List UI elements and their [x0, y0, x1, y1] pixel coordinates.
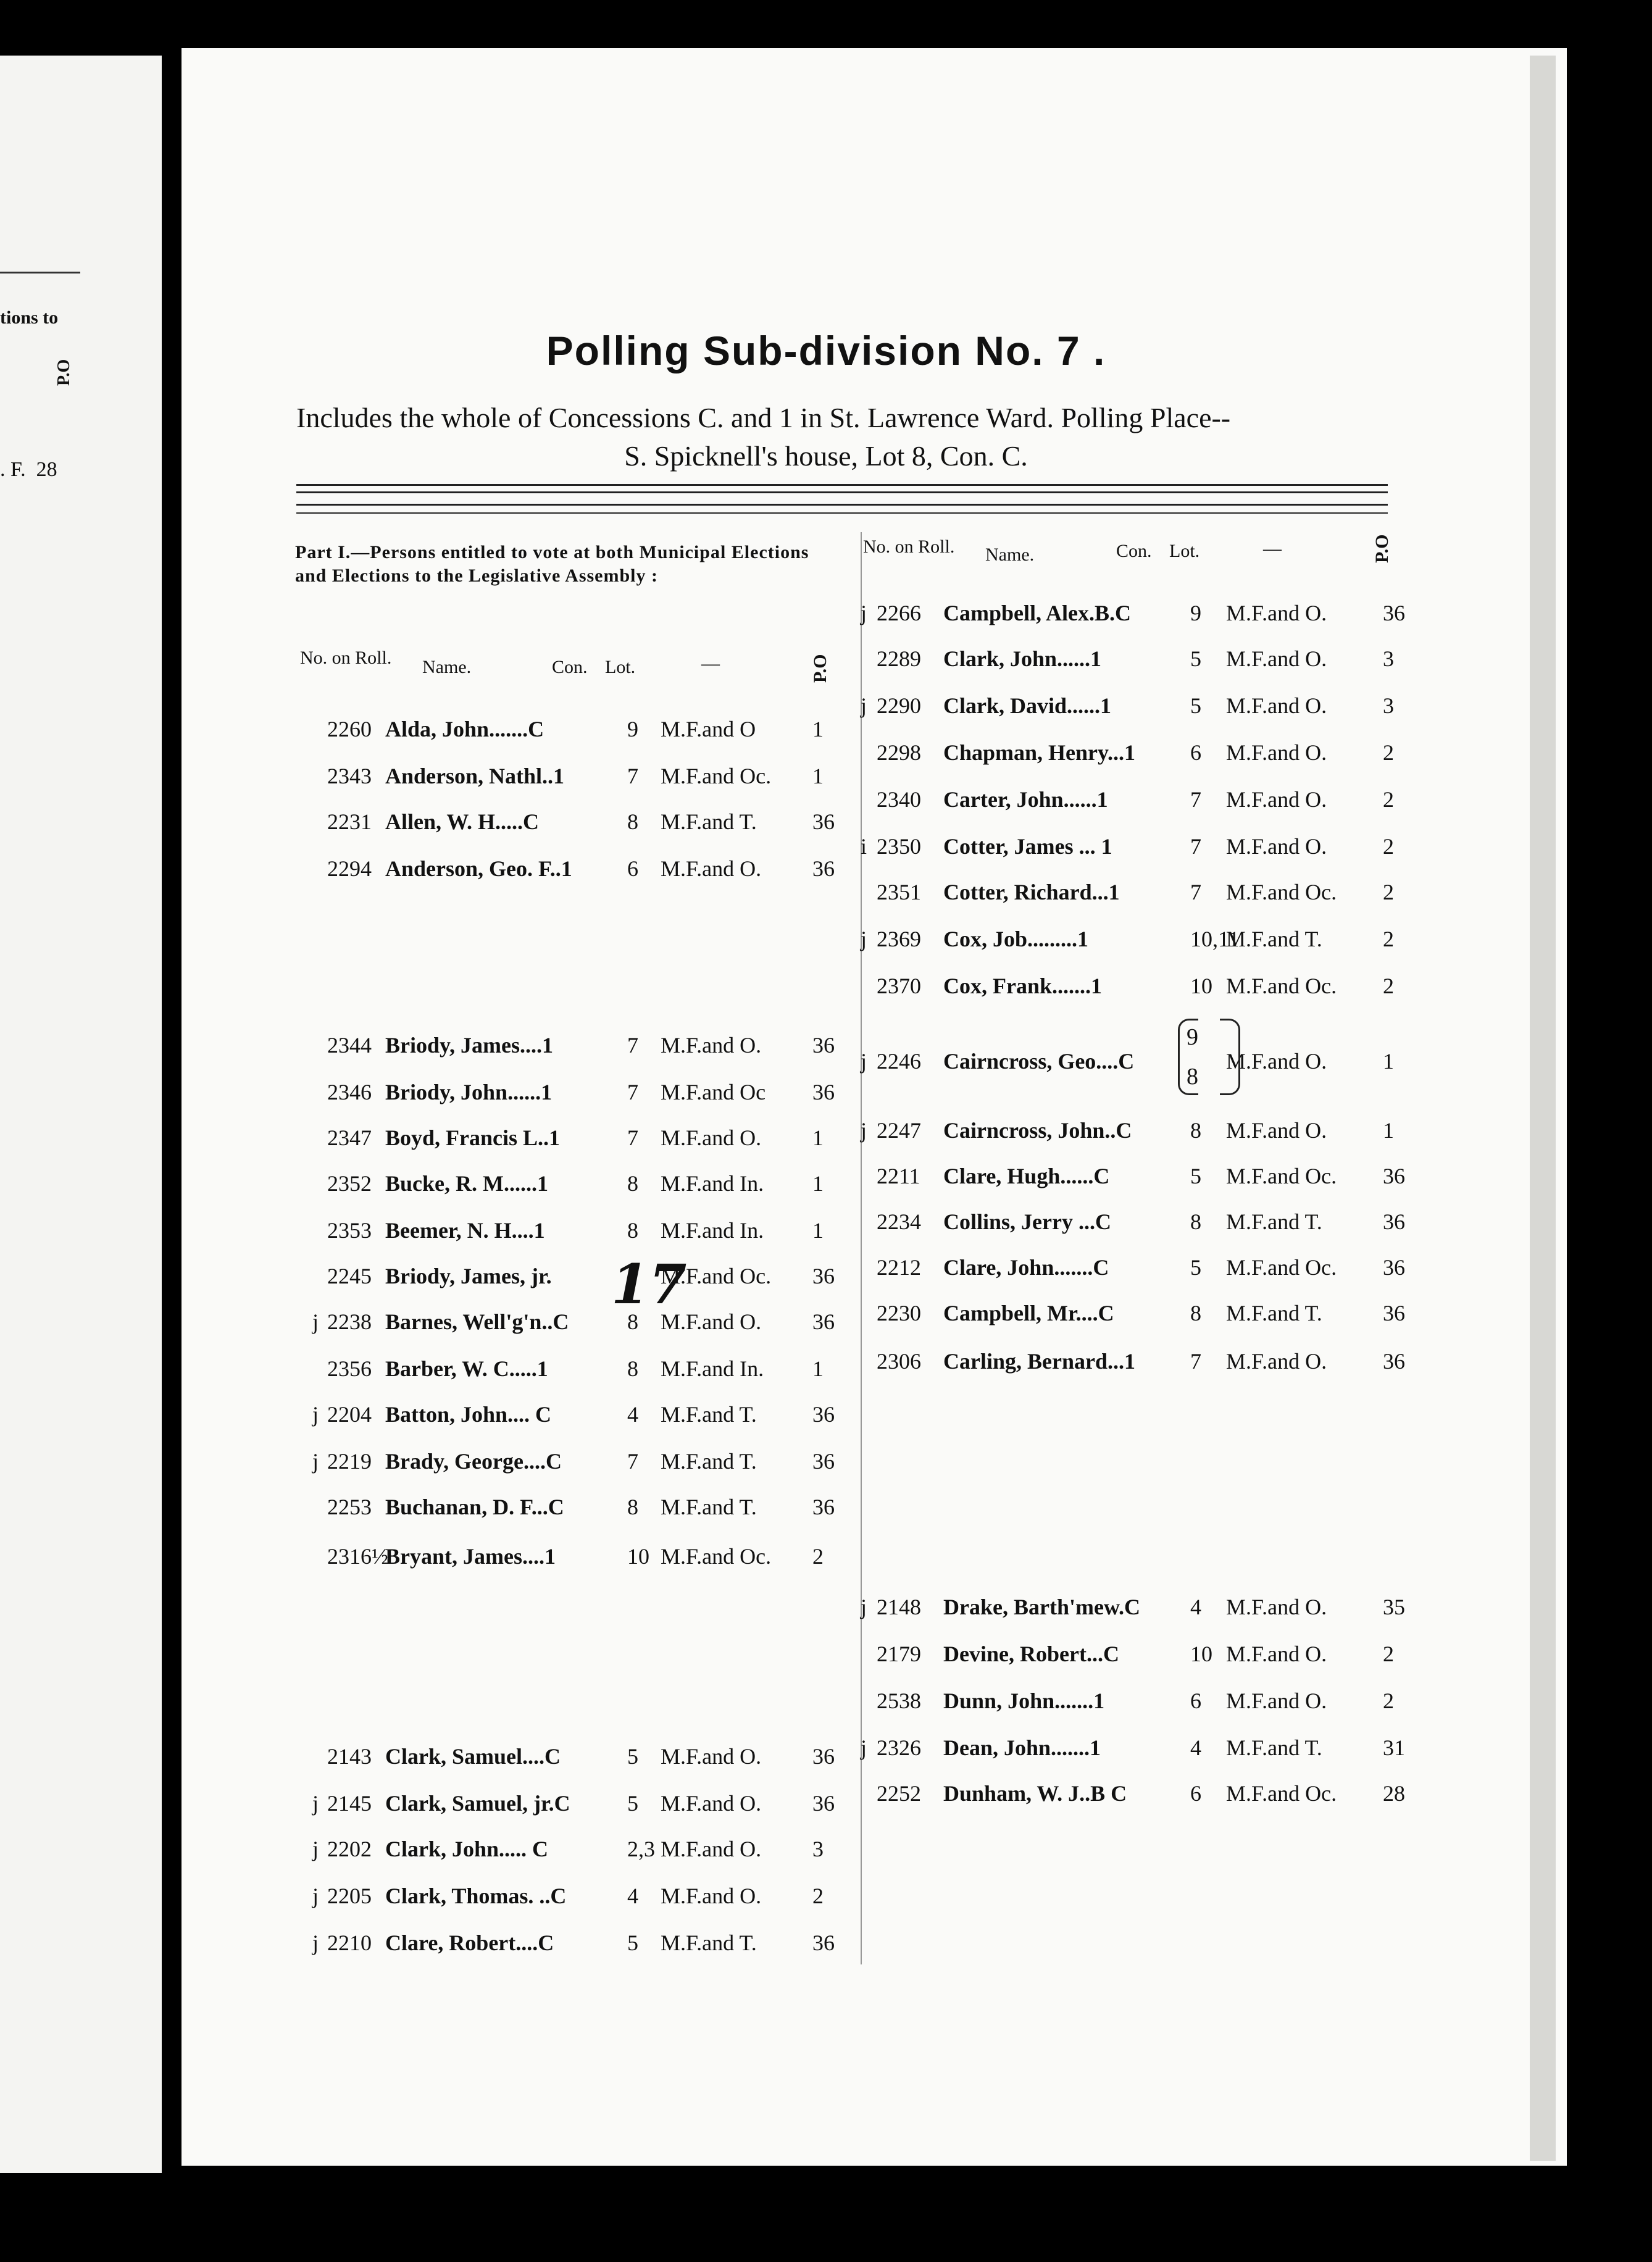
lot-number: 7: [627, 1033, 638, 1058]
lot-number: 9: [627, 717, 638, 741]
qualification: M.F.and O.: [1226, 787, 1327, 812]
roll-mark: j: [861, 927, 867, 951]
lot-number: 5: [1190, 646, 1201, 671]
roll-mark: j: [312, 1309, 319, 1334]
voter-name: Cairncross, Geo....C: [943, 1049, 1135, 1074]
lot-number: 8: [627, 1309, 638, 1334]
roll-number: 2347: [327, 1125, 372, 1150]
qualification: M.F.and T.: [661, 809, 757, 834]
post-office-number: 2: [1383, 740, 1394, 765]
post-office-number: 1: [812, 1356, 824, 1381]
qualification: M.F.and Oc.: [1226, 880, 1337, 904]
voter-name: Clark, David......1: [943, 693, 1112, 718]
post-office-number: 36: [812, 1449, 835, 1474]
roll-number: 2253: [327, 1495, 372, 1519]
voter-name: Boyd, Francis L..1: [385, 1125, 561, 1150]
lot-number: 5: [1190, 693, 1201, 718]
roll-number: 2369: [877, 927, 921, 951]
post-office-number: 3: [1383, 693, 1394, 718]
voter-name: Campbell, Alex.B.C: [943, 601, 1132, 625]
roll-mark: j: [312, 1449, 319, 1474]
voter-name: Carter, John......1: [943, 787, 1108, 812]
post-office-number: 36: [812, 1744, 835, 1769]
post-office-number: 36: [812, 1033, 835, 1058]
roll-mark: j: [312, 1402, 319, 1427]
post-office-number: 1: [812, 1218, 824, 1243]
voter-name: Clare, John.......C: [943, 1255, 1109, 1280]
roll-number: 2350: [877, 834, 921, 859]
roll-mark: j: [312, 1791, 319, 1816]
voter-name: Dunham, W. J..B C: [943, 1781, 1127, 1806]
post-office-number: 36: [812, 1309, 835, 1334]
voter-name: Cox, Frank.......1: [943, 974, 1103, 998]
qualification: M.F.and O.: [661, 1125, 762, 1150]
right-col-header-name: Name.: [985, 545, 1035, 565]
left-col-header-lot: Lot.: [605, 657, 636, 677]
roll-number: 2212: [877, 1255, 921, 1280]
post-office-number: 36: [1383, 1164, 1405, 1188]
voter-name: Clark, Thomas. ..C: [385, 1884, 567, 1908]
post-office-number: 2: [1383, 927, 1394, 951]
right-col-header-lot: Lot.: [1169, 541, 1200, 561]
lot-number: 7: [627, 1449, 638, 1474]
left-col-header-con: Con.: [552, 657, 588, 677]
post-office-number: 36: [1383, 1301, 1405, 1325]
part-1-heading: Part I.—Persons entitled to vote at both Municipal Elections and Elections to the Legislative Assembly :: [295, 542, 809, 586]
brace-lot-bottom: 8: [1187, 1064, 1198, 1090]
post-office-number: 36: [812, 856, 835, 881]
left-col-header-dash: —: [701, 653, 720, 674]
post-office-number: 2: [1383, 787, 1394, 812]
voter-name: Cairncross, John..C: [943, 1118, 1132, 1143]
qualification: M.F.and Oc.: [1226, 974, 1337, 998]
lot-number: 7: [1190, 787, 1201, 812]
lot-number: 8: [627, 809, 638, 834]
qualification: M.F.and T.: [1226, 1735, 1322, 1760]
qualification: M.F.and O.: [1226, 1595, 1327, 1619]
roll-number: 2353: [327, 1218, 372, 1243]
qualification: M.F.and O.: [1226, 834, 1327, 859]
roll-number: 2356: [327, 1356, 372, 1381]
right-col-header-no: No. on Roll.: [863, 536, 955, 557]
voter-name: Cotter, James ... 1: [943, 834, 1112, 859]
lot-number: 5: [627, 1930, 638, 1955]
voter-name: Bryant, James....1: [385, 1544, 556, 1569]
roll-number: 2346: [327, 1080, 372, 1104]
lot-number: 8: [1190, 1301, 1201, 1325]
lot-number: 5: [1190, 1164, 1201, 1188]
qualification: M.F.and O.: [1226, 1642, 1327, 1666]
roll-number: 2230: [877, 1301, 921, 1325]
voter-name: Dunn, John.......1: [943, 1688, 1105, 1713]
voter-name: Cox, Job.........1: [943, 927, 1089, 951]
lot-number: 10: [627, 1544, 649, 1569]
roll-mark: j: [312, 1930, 319, 1955]
qualification: M.F.and Oc.: [1226, 1781, 1337, 1806]
lot-number: 8: [1190, 1209, 1201, 1234]
roll-number: 2205: [327, 1884, 372, 1908]
roll-number: 2370: [877, 974, 921, 998]
voter-name: Drake, Barth'mew.C: [943, 1595, 1140, 1619]
qualification: M.F.and T.: [661, 1495, 757, 1519]
lot-number: 7: [1190, 880, 1201, 904]
roll-number: 2179: [877, 1642, 921, 1666]
roll-number: 2340: [877, 787, 921, 812]
roll-number: 2343: [327, 764, 372, 788]
roll-number: 2290: [877, 693, 921, 718]
qualification: M.F.and In.: [661, 1171, 764, 1196]
voter-name: Buchanan, D. F...C: [385, 1495, 564, 1519]
qualification: M.F.and T.: [661, 1930, 757, 1955]
lot-number: 6: [1190, 740, 1201, 765]
post-office-number: 3: [1383, 646, 1394, 671]
post-office-number: 1: [812, 764, 824, 788]
roll-mark: j: [861, 1118, 867, 1143]
voter-name: Briody, James....1: [385, 1033, 554, 1058]
qualification: M.F.and T.: [1226, 1301, 1322, 1325]
qualification: M.F.and In.: [661, 1356, 764, 1381]
left-col-header-name: Name.: [422, 657, 472, 677]
voter-name: Alda, John.......C: [385, 717, 544, 741]
post-office-number: 2: [1383, 834, 1394, 859]
lot-number: 10: [1190, 974, 1212, 998]
voter-name: Barnes, Well'g'n..C: [385, 1309, 569, 1334]
title-dot: .: [1093, 328, 1106, 374]
roll-number: 2145: [327, 1791, 372, 1816]
roll-number: 2211: [877, 1164, 920, 1188]
post-office-number: 2: [1383, 1642, 1394, 1666]
lot-number: 2,3: [627, 1837, 655, 1861]
qualification: M.F.and T.: [1226, 1209, 1322, 1234]
roll-number: 2326: [877, 1735, 921, 1760]
left-col-header-no: No. on Roll.: [300, 648, 392, 668]
subtitle-line-2: S. Spicknell's house, Lot 8, Con. C.: [624, 440, 1028, 472]
qualification: M.F.and T.: [661, 1402, 757, 1427]
qualification: M.F.and Oc.: [661, 764, 772, 788]
qualification: M.F.and O.: [1226, 693, 1327, 718]
voter-name: Clark, Samuel....C: [385, 1744, 561, 1769]
right-col-header-po: P.O: [1372, 534, 1392, 563]
roll-number: 2246: [877, 1049, 921, 1074]
roll-number: 2247: [877, 1118, 921, 1143]
voter-name: Clark, John......1: [943, 646, 1102, 671]
post-office-number: 35: [1383, 1595, 1405, 1619]
post-office-number: 1: [1383, 1118, 1394, 1143]
voter-name: Barber, W. C.....1: [385, 1356, 548, 1381]
roll-number: 2245: [327, 1264, 372, 1288]
qualification: M.F.and O.: [1226, 601, 1327, 625]
post-office-number: 36: [1383, 1349, 1405, 1374]
qualification: M.F.and O.: [1226, 646, 1327, 671]
roll-number: 2266: [877, 601, 921, 625]
lot-number: 6: [1190, 1781, 1201, 1806]
voter-name: Chapman, Henry...1: [943, 740, 1136, 765]
lot-number: 5: [627, 1744, 638, 1769]
lot-number: 8: [1190, 1118, 1201, 1143]
roll-number: 2351: [877, 880, 921, 904]
previous-page-rule: [0, 272, 80, 273]
roll-mark: j: [312, 1837, 319, 1861]
roll-number: 2298: [877, 740, 921, 765]
lot-number: 8: [627, 1171, 638, 1196]
qualification: M.F.and O.: [661, 1744, 762, 1769]
brace-lot-top: 9: [1187, 1024, 1198, 1050]
qualification: M.F.and O.: [661, 1791, 762, 1816]
page-title: [0, 327, 1652, 374]
roll-number: 2210: [327, 1930, 372, 1955]
roll-number: 2234: [877, 1209, 921, 1234]
header-rule-thin: [296, 512, 1388, 514]
voter-name: Beemer, N. H....1: [385, 1218, 545, 1243]
lot-number: 7: [627, 764, 638, 788]
post-office-number: 2: [1383, 974, 1394, 998]
lot-number: 8: [627, 1218, 638, 1243]
roll-number: 2219: [327, 1449, 372, 1474]
post-office-number: 2: [812, 1884, 824, 1908]
right-col-header-dash: —: [1263, 538, 1282, 559]
post-office-number: 36: [812, 1930, 835, 1955]
previous-page-heading-fragment: tions to: [0, 307, 59, 328]
qualification: M.F.and Oc.: [661, 1544, 772, 1569]
lot-number: 5: [1190, 1255, 1201, 1280]
qualification: M.F.and In.: [661, 1218, 764, 1243]
roll-number: 2143: [327, 1744, 372, 1769]
qualification: M.F.and T.: [1226, 927, 1322, 951]
post-office-number: 28: [1383, 1781, 1405, 1806]
post-office-number: 3: [812, 1837, 824, 1861]
roll-number: 2238: [327, 1309, 372, 1334]
voter-name: Campbell, Mr....C: [943, 1301, 1114, 1325]
voter-name: Clare, Robert....C: [385, 1930, 554, 1955]
previous-page-po-header: P.O: [54, 359, 73, 386]
qualification: M.F.and Oc.: [1226, 1255, 1337, 1280]
roll-mark: j: [861, 693, 867, 718]
voter-name: Carling, Bernard...1: [943, 1349, 1135, 1374]
qualification: M.F.and O.: [1226, 1049, 1327, 1074]
qualification: M.F.and O.: [661, 1033, 762, 1058]
lot-number: 4: [1190, 1595, 1201, 1619]
right-col-header-con: Con.: [1116, 541, 1152, 561]
voter-name: Collins, Jerry ...C: [943, 1209, 1111, 1234]
qualification: M.F.and O: [661, 717, 756, 741]
post-office-number: 36: [812, 1402, 835, 1427]
roll-mark: j: [312, 1884, 319, 1908]
roll-number: 2294: [327, 856, 372, 881]
post-office-number: 31: [1383, 1735, 1405, 1760]
qualification: M.F.and O.: [661, 1884, 762, 1908]
lot-number: 4: [627, 1402, 638, 1427]
post-office-number: 1: [812, 717, 824, 741]
qualification: M.F.and T.: [661, 1449, 757, 1474]
post-office-number: 36: [1383, 1255, 1405, 1280]
voter-name: Anderson, Nathl..1: [385, 764, 565, 788]
post-office-number: 2: [1383, 880, 1394, 904]
voter-name: Brady, George....C: [385, 1449, 562, 1474]
title-text: Polling Sub-division No. 7: [546, 328, 1081, 374]
voter-name: Batton, John.... C: [385, 1402, 552, 1427]
lot-number: 7: [627, 1080, 638, 1104]
voter-name: Dean, John.......1: [943, 1735, 1101, 1760]
post-office-number: 36: [812, 1264, 835, 1288]
lot-number: 10,11: [1190, 927, 1240, 951]
voter-name: Briody, John......1: [385, 1080, 553, 1104]
qualification: M.F.and Oc: [661, 1080, 766, 1104]
lot-number: 9: [1190, 601, 1201, 625]
qualification: M.F.and O.: [1226, 1349, 1327, 1374]
post-office-number: 36: [1383, 601, 1405, 625]
previous-page-row-fragment: . F. 28: [0, 458, 57, 481]
voter-name: Clark, John..... C: [385, 1837, 549, 1861]
voter-name: Cotter, Richard...1: [943, 880, 1120, 904]
post-office-number: 1: [1383, 1049, 1394, 1074]
roll-mark: j: [861, 1735, 867, 1760]
roll-number: 2252: [877, 1781, 921, 1806]
qualification: M.F.and O.: [1226, 1688, 1327, 1713]
qualification: M.F.and Oc.: [1226, 1164, 1337, 1188]
qualification: M.F.and O.: [661, 1837, 762, 1861]
lot-number: 7: [627, 1125, 638, 1150]
voter-name: Devine, Robert...C: [943, 1642, 1119, 1666]
post-office-number: 2: [812, 1544, 824, 1569]
lot-number: 6: [1190, 1688, 1201, 1713]
right-brace: [1220, 1019, 1240, 1095]
post-office-number: 1: [812, 1125, 824, 1150]
voter-name: Allen, W. H.....C: [385, 809, 540, 834]
roll-number: 2289: [877, 646, 921, 671]
post-office-number: 1: [812, 1171, 824, 1196]
lot-number: 4: [627, 1884, 638, 1908]
roll-mark: i: [861, 834, 867, 859]
qualification: M.F.and O.: [661, 1309, 762, 1334]
qualification: M.F.and Oc.: [661, 1264, 772, 1288]
roll-number: 2204: [327, 1402, 372, 1427]
voter-name: Clare, Hugh......C: [943, 1164, 1110, 1188]
roll-number: 2316½: [327, 1544, 388, 1569]
voter-name: Briody, James, jr.: [385, 1264, 552, 1288]
lot-number: 7: [1190, 1349, 1201, 1374]
header-rule-middle: [296, 491, 1388, 493]
roll-number: 2352: [327, 1171, 372, 1196]
post-office-number: 36: [812, 1791, 835, 1816]
header-rule-top: [296, 484, 1388, 486]
lot-number: 5: [627, 1791, 638, 1816]
roll-mark: j: [861, 601, 867, 625]
roll-mark: j: [861, 1595, 867, 1619]
roll-number: 2538: [877, 1688, 921, 1713]
handwritten-annotation: 17: [611, 1252, 687, 1316]
roll-number: 2260: [327, 717, 372, 741]
lot-number: 8: [627, 1356, 638, 1381]
voter-name: Bucke, R. M......1: [385, 1171, 548, 1196]
post-office-number: 36: [812, 1495, 835, 1519]
post-office-number: 36: [1383, 1209, 1405, 1234]
post-office-number: 2: [1383, 1688, 1394, 1713]
roll-number: 2306: [877, 1349, 921, 1374]
qualification: M.F.and O.: [1226, 1118, 1327, 1143]
roll-number: 2231: [327, 809, 372, 834]
lot-number: 10: [1190, 1642, 1212, 1666]
subtitle-line-1: Includes the whole of Concessions C. and 1 in St. Lawrence Ward. Polling Place--: [296, 402, 1231, 433]
roll-number: 2148: [877, 1595, 921, 1619]
qualification: M.F.and O.: [1226, 740, 1327, 765]
roll-number: 2202: [327, 1837, 372, 1861]
post-office-number: 36: [812, 809, 835, 834]
qualification: M.F.and O.: [661, 856, 762, 881]
roll-mark: j: [861, 1049, 867, 1074]
post-office-number: 36: [812, 1080, 835, 1104]
left-col-header-po: P.O: [810, 654, 830, 683]
voter-name: Clark, Samuel, jr.C: [385, 1791, 570, 1816]
header-rule-bottom: [296, 504, 1388, 506]
lot-number: 7: [1190, 834, 1201, 859]
voter-name: Anderson, Geo. F..1: [385, 856, 572, 881]
lot-number: 8: [627, 1495, 638, 1519]
lot-number: 4: [1190, 1735, 1201, 1760]
lot-number: 6: [627, 856, 638, 881]
roll-number: 2344: [327, 1033, 372, 1058]
